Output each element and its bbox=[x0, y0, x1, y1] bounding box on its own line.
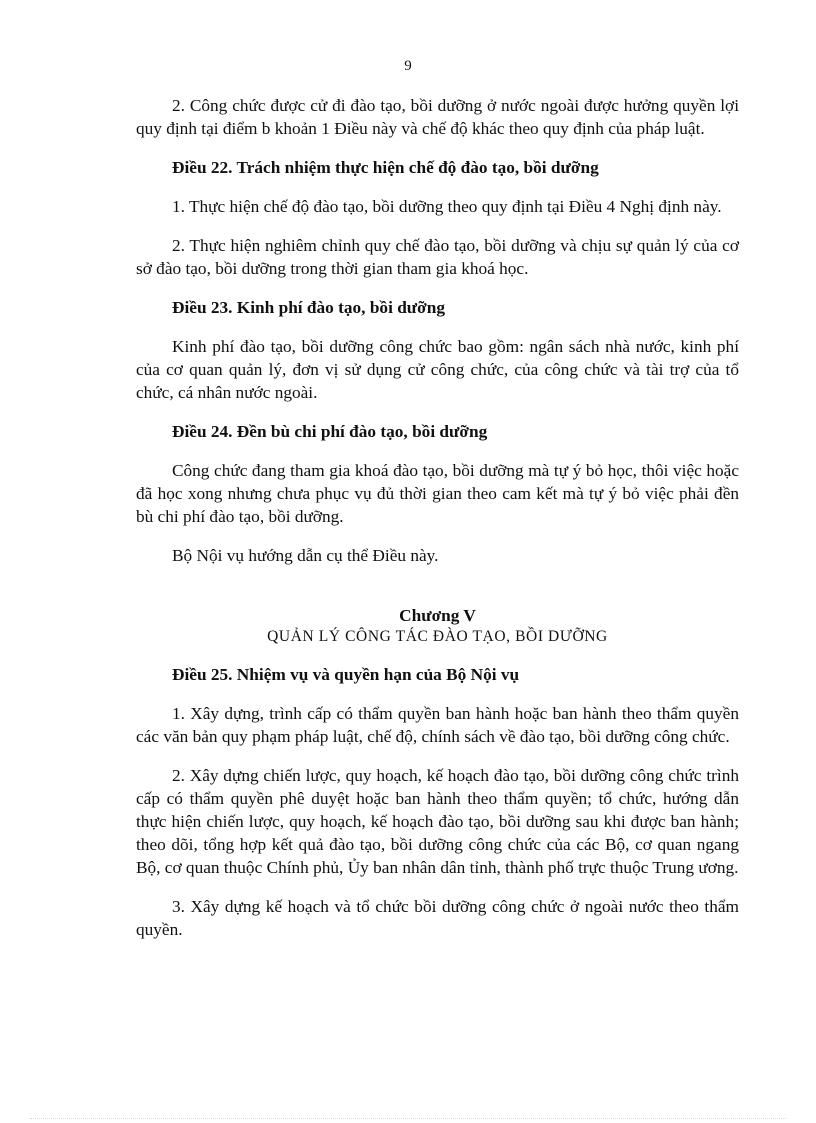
paragraph-art22-clause2: 2. Thực hiện nghiêm chỉnh quy chế đào tạo, bồi dưỡng và chịu sự quản lý của cơ sở đào tạo, bồi dưỡng trong thời gian tham gia khoá học. bbox=[136, 236, 739, 278]
paragraph-art21-clause2: 2. Công chức được cử đi đào tạo, bồi dưỡng ở nước ngoài được hưởng quyền lợi quy định tại điểm b khoản 1 Điều này và chế độ khác theo quy định của pháp luật. bbox=[136, 96, 739, 138]
paragraph-art24-guidance: Bộ Nội vụ hướng dẫn cụ thể Điều này. bbox=[172, 546, 439, 565]
document-body bbox=[136, 94, 739, 957]
paragraph-art25-clause2: 2. Xây dựng chiến lược, quy hoạch, kế hoạch đào tạo, bồi dưỡng công chức trình cấp có thẩm quyền phê duyệt hoặc ban hành theo thẩm quyền; tổ chức, hướng dẫn thực hiện chiến lược, quy hoạch, kế hoạch đào tạo, bồi dưỡng sau khi được ban hành; theo dõi, tổng hợp kết quả đào tạo, bồi dưỡng công chức của các Bộ, cơ quan ngang Bộ, cơ quan thuộc Chính phủ, Ủy ban nhân dân tỉnh, thành phố trực thuộc Trung ương. bbox=[136, 766, 739, 877]
page-bottom-divider bbox=[30, 1118, 786, 1119]
article-25-heading: Điều 25. Nhiệm vụ và quyền hạn của Bộ Nội vụ bbox=[172, 665, 520, 684]
chapter-heading bbox=[136, 605, 739, 647]
article-24-heading: Điều 24. Đền bù chi phí đào tạo, bồi dưỡng bbox=[172, 422, 488, 441]
paragraph-art24-body: Công chức đang tham gia khoá đào tạo, bồi dưỡng mà tự ý bỏ học, thôi việc hoặc đã học xong nhưng chưa phục vụ đủ thời gian theo cam kết mà tự ý bỏ việc phải đền bù chi phí đào tạo, bồi dưỡng. bbox=[136, 461, 739, 526]
paragraph-art25-clause1: 1. Xây dựng, trình cấp có thẩm quyền ban hành hoặc ban hành theo thẩm quyền các văn bản quy phạm pháp luật, chế độ, chính sách về đào tạo, bồi dưỡng công chức. bbox=[136, 704, 739, 746]
chapter-subtitle: QUẢN LÝ CÔNG TÁC ĐÀO TẠO, BỒI DƯỠNG bbox=[267, 628, 608, 645]
page-number: 9 bbox=[404, 58, 412, 74]
paragraph-art22-clause1: 1. Thực hiện chế độ đào tạo, bồi dưỡng theo quy định tại Điều 4 Nghị định này. bbox=[172, 197, 722, 216]
paragraph-art25-clause3: 3. Xây dựng kế hoạch và tổ chức bồi dưỡng công chức ở ngoài nước theo thẩm quyền. bbox=[136, 897, 739, 939]
article-22-heading: Điều 22. Trách nhiệm thực hiện chế độ đào tạo, bồi dưỡng bbox=[172, 158, 599, 177]
chapter-title: Chương V bbox=[399, 606, 476, 625]
article-23-heading: Điều 23. Kinh phí đào tạo, bồi dưỡng bbox=[172, 298, 445, 317]
paragraph-art23: Kinh phí đào tạo, bồi dưỡng công chức bao gồm: ngân sách nhà nước, kinh phí của cơ quan quản lý, đơn vị sử dụng cử công chức, của công chức và tài trợ của tổ chức, cá nhân nước ngoài. bbox=[136, 337, 739, 402]
